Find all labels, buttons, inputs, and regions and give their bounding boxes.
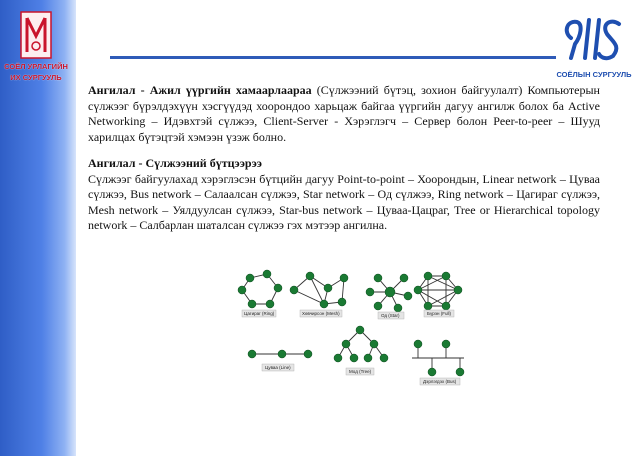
tree-node: [350, 354, 358, 362]
bus-node: [414, 340, 422, 348]
paragraph-structure: Сүлжээг байгуулахад хэрэглэсэн бүтцийн дагуу Point-to-point – Хоорондын, Linear network – Цуваа сүлжээ, Bus network – Салаалсан сүлжээ, Star network – Од сүлжээ, Ring network – Цагираг сүлжээ, Mesh network – Уялдуулсан сүлжээ, Star-bus network – Цуваа-Цацраг, Tree or Hierarchical topology network – Салбарлан шаталсан сүлжээ гэх мэтээр ангилна.: [88, 171, 600, 232]
mesh-node: [320, 300, 328, 308]
paragraph-function-text: (Сүлжээний бүтэц, зохион байгуулалт) Компьютерын сүлжээг бүрэлдэхүүн хэсгүүдэд хоорондоо харьцаж байгаа үүргийн дагуу ангилж болох ба Active Networking – Идэвхтэй сүлжээ, Client-Server - Хэрэглэгч – Сервер болон Peer-to-peer – Шууд харилцах бүтэцтэй хэмээн үзэж болно.: [88, 83, 600, 144]
university-emblem-icon: [19, 10, 53, 60]
star-label: Од (Star): [381, 313, 400, 318]
figure-shape: [599, 22, 619, 59]
tree-node: [356, 326, 364, 334]
bus-label: Дэрлэгдэх (Bus): [423, 379, 457, 384]
ring-node: [274, 284, 282, 292]
ring-node: [238, 286, 246, 294]
right-logo-caption: СОЁЛЫН СУРГУУЛЬ: [556, 70, 632, 79]
tree-node: [342, 340, 350, 348]
tree-node: [364, 354, 372, 362]
full-node: [442, 302, 450, 310]
star-hub-node: [385, 287, 395, 297]
star-node: [374, 274, 382, 282]
full-label: Бүрэн (Full): [427, 311, 451, 316]
paragraph-function-lead: Ангилал - Ажил үүргийн хамаарлаараа: [88, 83, 312, 97]
bus-node: [428, 368, 436, 376]
line-label: Цуваа (Line): [265, 365, 291, 370]
network-topologies-figure: [232, 268, 600, 394]
slide-content: [88, 83, 600, 234]
school-monogram-icon: [561, 14, 627, 64]
star-node: [366, 288, 374, 296]
tree-node: [380, 354, 388, 362]
tree-label: Мод (Tree): [349, 369, 372, 374]
star-node: [404, 292, 412, 300]
figure-shape: [567, 22, 581, 58]
ring-label: Цагираг (Ring): [244, 311, 275, 316]
line-node: [304, 350, 312, 358]
bus-node: [442, 340, 450, 348]
left-logo-line-2: ИХ СУРГУУЛЬ: [10, 73, 62, 82]
mesh-node: [324, 284, 332, 292]
left-logo-line-1: СОЁЛ УРЛАГИЙН: [4, 62, 68, 71]
full-node: [442, 272, 450, 280]
ring-node: [246, 274, 254, 282]
full-node: [414, 286, 422, 294]
full-node: [424, 272, 432, 280]
star-node: [400, 274, 408, 282]
star-node: [374, 302, 382, 310]
mesh-edges: [294, 276, 344, 304]
full-node: [424, 302, 432, 310]
right-school-logo: [555, 14, 633, 80]
bus-edges: [412, 346, 464, 370]
line-node: [278, 350, 286, 358]
header-divider: [110, 56, 556, 59]
figure-shape: [585, 20, 589, 58]
ring-node: [266, 300, 274, 308]
line-node: [248, 350, 256, 358]
star-node: [394, 304, 402, 312]
tree-node: [370, 340, 378, 348]
paragraph-function: [88, 83, 600, 145]
bus-node: [456, 368, 464, 376]
mesh-node: [290, 286, 298, 294]
subheading-structure: Ангилал - Сүлжээний бүтцээрээ: [88, 156, 262, 170]
tree-node: [334, 354, 342, 362]
mesh-node: [340, 274, 348, 282]
mesh-node: [338, 298, 346, 306]
ring-node: [248, 300, 256, 308]
mesh-node: [306, 272, 314, 280]
mesh-label: Хөвчирсон (Mesh): [302, 311, 340, 316]
full-node: [454, 286, 462, 294]
ring-node: [263, 270, 271, 278]
full-edges: [418, 276, 458, 306]
left-university-logo: [4, 10, 68, 88]
